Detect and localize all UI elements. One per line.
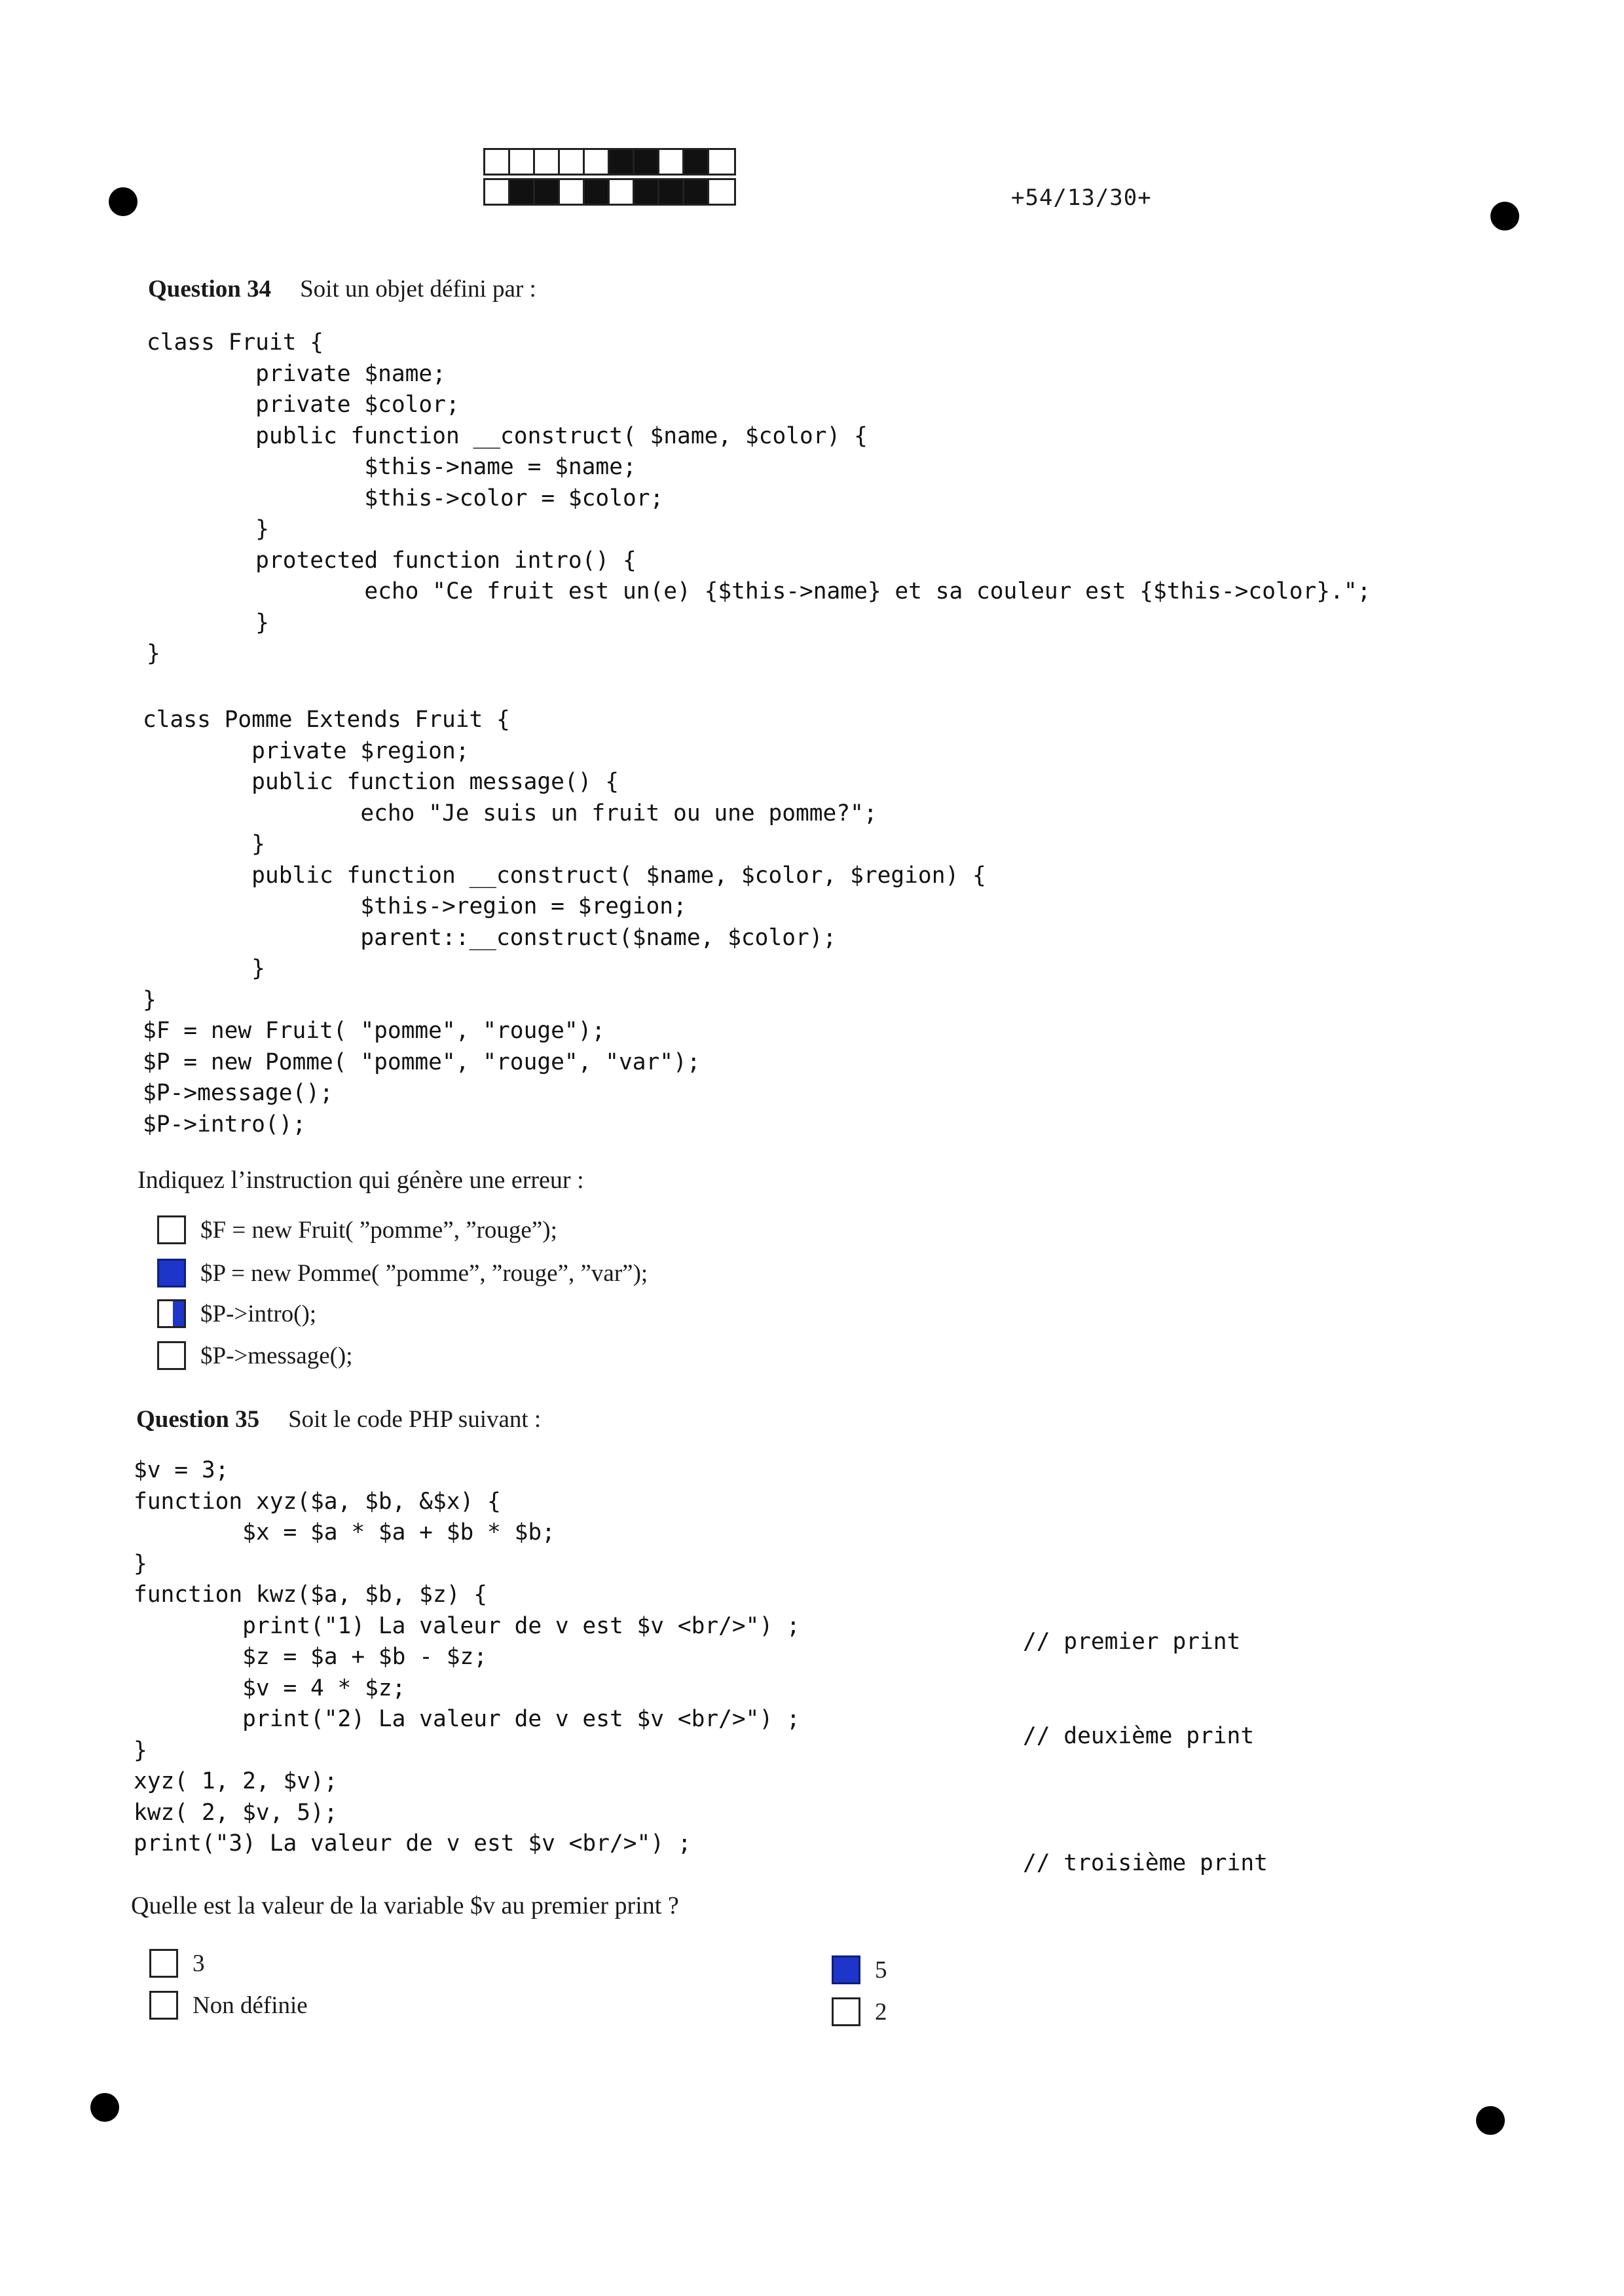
option-label: 3 [193,1950,205,1977]
option-label: 2 [875,1998,887,2026]
checkbox[interactable] [149,1949,178,1978]
question-34-title [148,275,536,303]
code-class-fruit: class Fruit { private $name; private $color; public function __construct( $name, $color) { $this->name = $name; $this->color = $color; } protected function intro() { echo "Ce fruit est un(e) {$this->name} et sa couleur est {$this->color}."; } } [147,329,1371,667]
question-35-prompt: Quelle est la valeur de la variable $v au premier print ? [131,1892,679,1919]
question-intro: Soit le code PHP suivant : [288,1406,542,1433]
code-php-snippet: $v = 3; function xyz($a, $b, &$x) { $x = $a * $a + $b * $b; } function kwz($a, $b, $z) { print("1) La valeur de v est $v <br/>") ; $z = $a + $b - $z; $v = 4 * $z; print("2) La valeur de v est $v <br/>") ; } xyz( 1, 2, $v); kwz( 2, $v, 5); print("3) La valeur de v est $v <br/>") ; [134,1457,800,1857]
option-label: 5 [875,1956,887,1984]
q35-option-non-definie[interactable] [149,1991,308,2020]
checkbox[interactable] [157,1215,186,1244]
q34-option-1[interactable] [157,1215,557,1244]
question-34-prompt: Indiquez l’instruction qui génère une erreur : [138,1166,584,1194]
option-label: $P->message(); [200,1342,353,1369]
barcode-row-1 [483,148,736,176]
q34-option-2[interactable] [157,1259,648,1287]
registration-dot-bottom-left [90,2093,119,2122]
comment-premier-print: // premier print [1023,1629,1241,1655]
registration-dot-top-right [1490,202,1519,231]
code-class-pomme: class Pomme Extends Fruit { private $region; public function message() { echo "Je suis un fruit ou une pomme?"; } public function __construct( $name, $color, $region) { $this->region = $region; parent::__construct($name, $color); } } $F = new Fruit( "pomme", "rouge"); $P = new Pomme( "pomme", "rouge", "var"); $P->message(); $P->intro(); [143,707,986,1138]
question-35-title [136,1405,541,1434]
question-intro: Soit un objet défini par : [300,276,536,303]
sheet-id: +54/13/30+ [1011,185,1152,211]
q35-option-5[interactable] [832,1955,887,1984]
checkbox-partially-marked[interactable] [157,1299,186,1328]
q35-option-3[interactable] [149,1949,205,1978]
checkbox[interactable] [157,1341,186,1370]
comment-troisieme-print: // troisième print [1023,1850,1268,1876]
option-label: $F = new Fruit( ”pomme”, ”rouge”); [200,1216,557,1244]
question-number: Question 35 [136,1406,260,1433]
option-label: $P->intro(); [200,1300,317,1327]
q35-option-2[interactable] [832,1997,887,2026]
registration-dot-bottom-right [1476,2106,1505,2135]
question-number: Question 34 [148,276,272,303]
option-label: Non définie [193,1991,308,2019]
barcode-row-2 [483,178,736,206]
checkbox[interactable] [832,1997,860,2026]
q34-option-3[interactable] [157,1299,316,1328]
checkbox-checked[interactable] [832,1955,860,1984]
comment-deuxieme-print: // deuxième print [1023,1723,1255,1749]
option-label: $P = new Pomme( ”pomme”, ”rouge”, ”var”); [200,1259,648,1287]
registration-dot-top-left [109,187,138,216]
checkbox[interactable] [149,1991,178,2020]
checkbox-checked[interactable] [157,1259,186,1287]
q34-option-4[interactable] [157,1341,353,1370]
